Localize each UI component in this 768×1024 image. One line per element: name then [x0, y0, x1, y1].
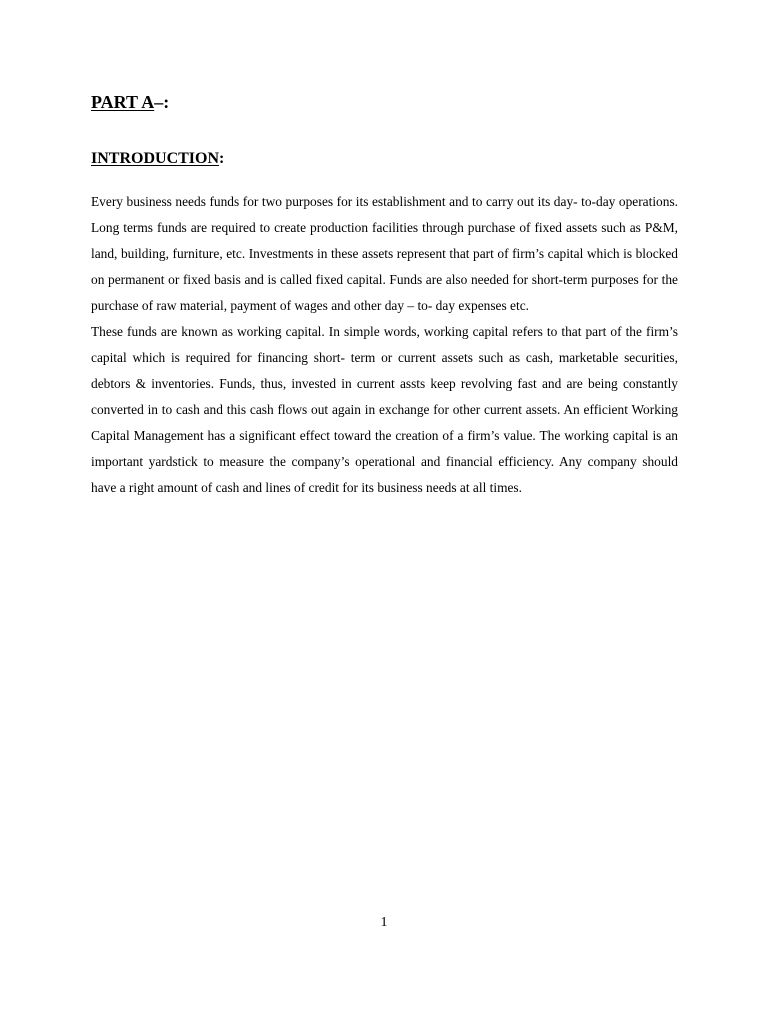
- paragraph-1: Every business needs funds for two purposes for its establishment and to carry out its day- to-day operations. Long terms funds are required to create production facilities through purchase of fixed assets such as P&M, land, building, furniture, etc. Investments in these assets represent that part of firm’s capital which is blocked on permanent or fixed basis and is called fixed capital. Funds are also needed for short-term purposes for the purchase of raw material, payment of wages and other day – to- day expenses etc.: [91, 194, 678, 313]
- section-heading: [91, 148, 224, 170]
- paragraph-2: These funds are known as working capital. In simple words, working capital refers to that part of the firm’s capital which is required for financing short- term or current assets such as cash, marketable securities, debtors & inventories. Funds, thus, invested in current assts keep revolving fast and are being constantly converted in to cash and this cash flows out again in exchange for other current assets. An efficient Working Capital Management has a significant effect toward the creation of a firm’s value. The working capital is an important yardstick to measure the company’s operational and financial efficiency. Any company should have a right amount of cash and lines of credit for its business needs at all times.: [91, 324, 678, 495]
- page-number: 1: [380, 915, 388, 930]
- section-heading-title: INTRODUCTION: [91, 150, 220, 167]
- body-text: [91, 189, 678, 501]
- section-heading-suffix: :: [219, 150, 225, 167]
- part-heading: [91, 90, 169, 114]
- part-heading-title: PART A: [91, 92, 155, 112]
- part-heading-suffix: –:: [154, 92, 170, 112]
